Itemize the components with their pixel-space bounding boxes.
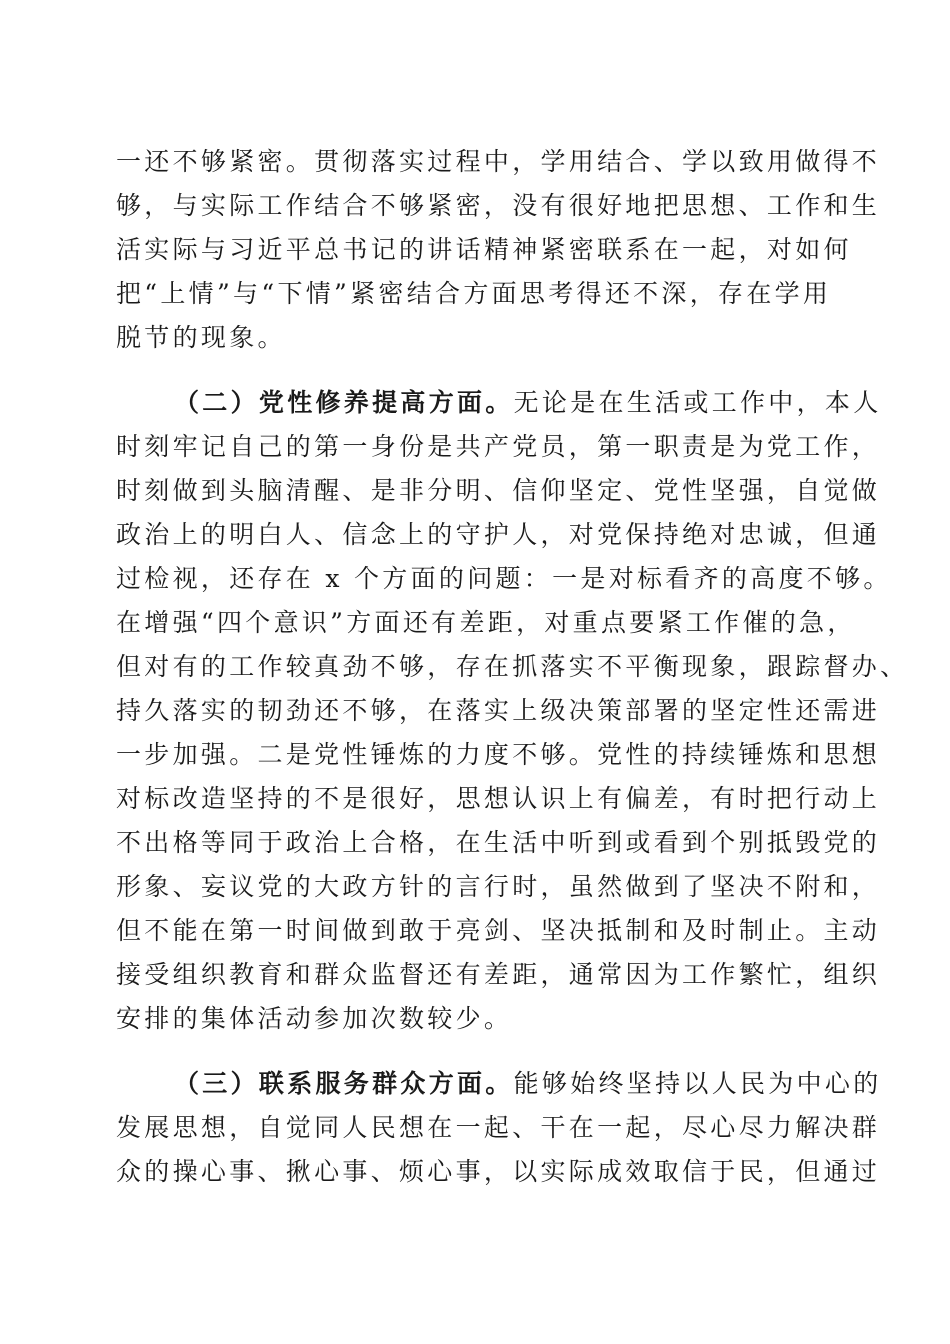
text-line: 一还不够紧密。贯彻落实过程中，学用结合、学以致用做得不: [116, 147, 881, 176]
text-line: 时刻牢记自己的第一身份是共产党员，第一职责是为党工作，: [116, 432, 881, 461]
text-line: 政治上的明白人、信念上的守护人，对党保持绝对忠诚，但通: [116, 520, 881, 549]
text-line: [116, 1062, 882, 1106]
text-line: 对标改造坚持的不是很好，思想认识上有偏差，有时把行动上: [116, 784, 881, 813]
text-line: 众的操心事、揪心事、烦心事，以实际成效取信于民，但通过: [116, 1157, 881, 1186]
text-run: 无论是在生活或工作中，本人: [513, 388, 882, 417]
text-line: 够，与实际工作结合不够紧密，没有很好地把思想、工作和生: [116, 191, 881, 220]
section-heading-party-spirit: （二）党性修养提高方面。: [174, 388, 514, 417]
text-line: 在增强“四个意识”方面还有差距，对重点要紧工作催的急，: [116, 608, 856, 637]
text-line: 脱节的现象。: [116, 323, 286, 352]
text-line: 形象、妄议党的大政方针的言行时，虽然做到了坚决不附和，: [116, 872, 881, 901]
section-heading-serve-masses: （三）联系服务群众方面。: [174, 1069, 514, 1098]
paragraph-spacing: [116, 360, 832, 381]
text-line: 但对有的工作较真劲不够，存在抓落实不平衡现象，跟踪督办、: [116, 652, 909, 681]
text-line: [116, 381, 882, 425]
text-line: 持久落实的韧劲还不够，在落实上级决策部署的坚定性还需进: [116, 696, 881, 725]
paragraph-3: [116, 1062, 882, 1194]
paragraph-1: [116, 140, 881, 360]
paragraph-2: [116, 381, 909, 1041]
paragraph-spacing: [116, 1041, 832, 1062]
text-line: 活实际与习近平总书记的讲话精神紧密联系在一起，对如何: [116, 235, 852, 264]
document-body: [116, 140, 909, 1194]
text-line: 安排的集体活动参加次数较少。: [116, 1004, 513, 1033]
text-line: 不出格等同于政治上合格，在生活中听到或看到个别抵毁党的: [116, 828, 881, 857]
text-line: 但不能在第一时间做到敢于亮剑、坚决抵制和及时制止。主动: [116, 916, 881, 945]
text-line: 发展思想，自觉同人民想在一起、干在一起，尽心尽力解决群: [116, 1113, 881, 1142]
text-line: 时刻做到头脑清醒、是非分明、信仰坚定、党性坚强，自觉做: [116, 476, 881, 505]
text-line: 一步加强。二是党性锤炼的力度不够。党性的持续锤炼和思想: [116, 740, 881, 769]
text-line: 把“上情”与“下情”紧密结合方面思考得还不深，存在学用: [116, 279, 832, 308]
text-line: 过检视，还存在 x 个方面的问题：一是对标看齐的高度不够。: [116, 564, 892, 593]
text-run: 能够始终坚持以人民为中心的: [513, 1069, 882, 1098]
text-line: 接受组织教育和群众监督还有差距，通常因为工作繁忙，组织: [116, 960, 881, 989]
